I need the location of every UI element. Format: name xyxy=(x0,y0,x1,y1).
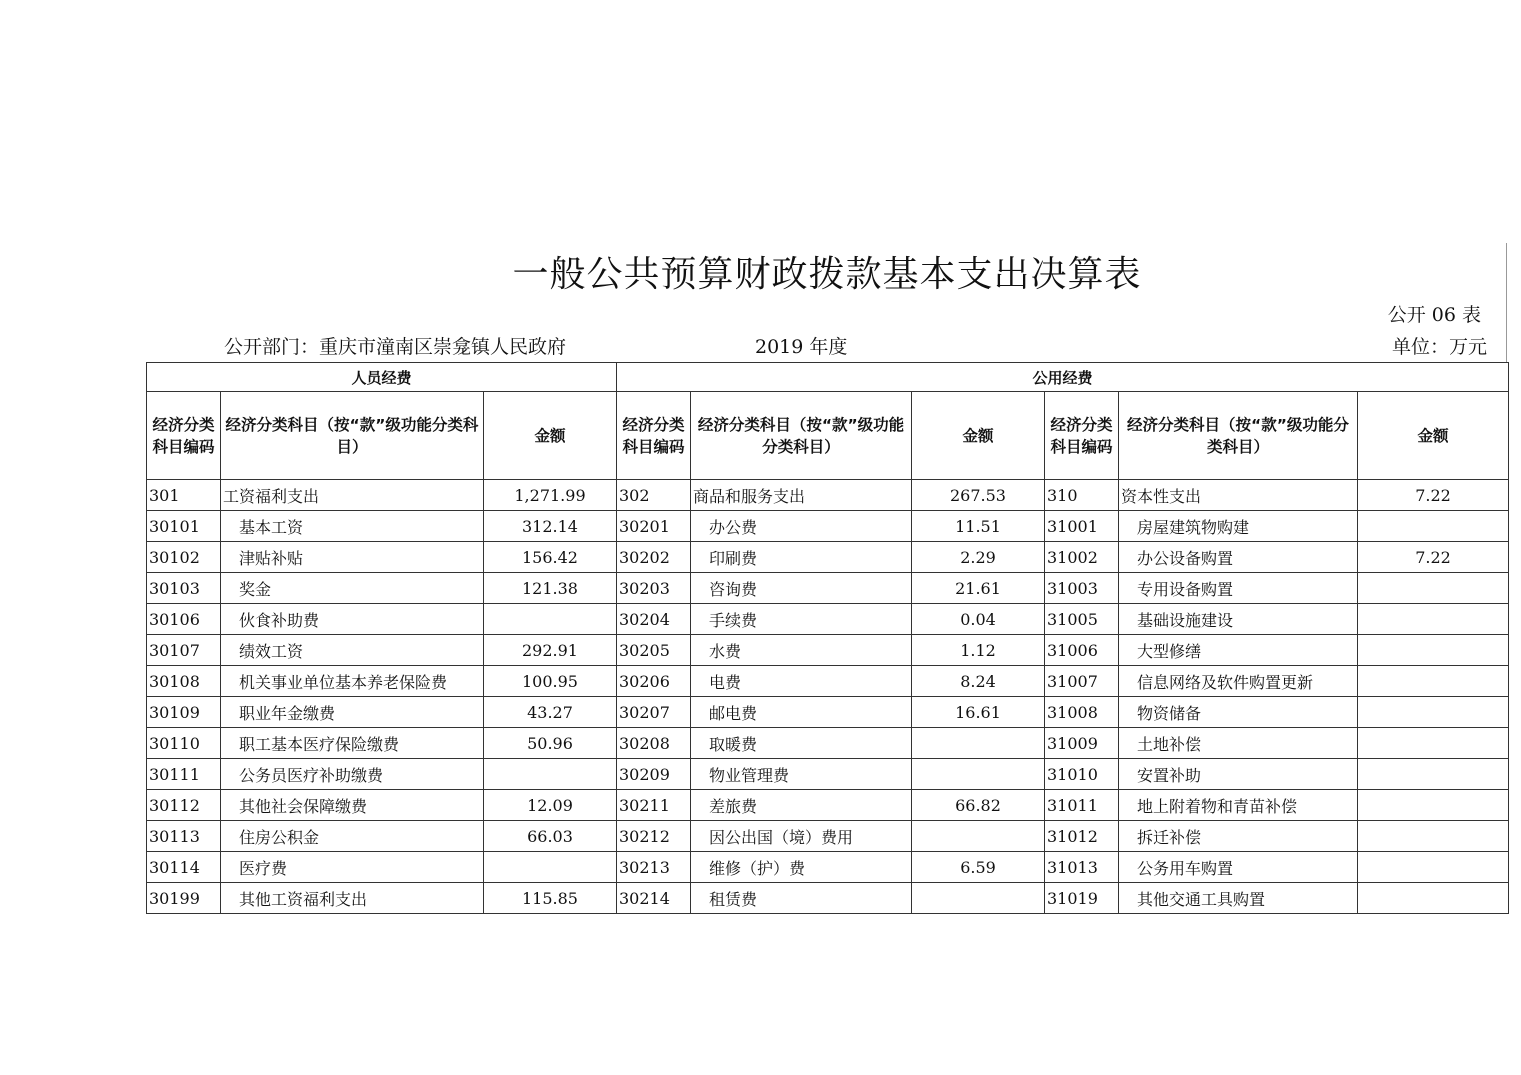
cell-name: 其他社会保障缴费 xyxy=(221,790,484,821)
cell-amount xyxy=(1358,883,1509,914)
expenditure-table xyxy=(146,362,1509,914)
cell-code: 30209 xyxy=(617,759,691,790)
cell-amount: 7.22 xyxy=(1358,542,1509,573)
cell-amount xyxy=(1358,635,1509,666)
cell-name: 地上附着物和青苗补偿 xyxy=(1119,790,1358,821)
cell-name: 水费 xyxy=(691,635,912,666)
column-header-name: 经济分类科目（按“款”级功能分类科目） xyxy=(221,392,484,480)
cell-amount xyxy=(484,604,617,635)
cell-amount: 50.96 xyxy=(484,728,617,759)
cell-name: 物业管理费 xyxy=(691,759,912,790)
cell-name: 安置补助 xyxy=(1119,759,1358,790)
cell-code: 30202 xyxy=(617,542,691,573)
table-row xyxy=(147,542,1509,573)
cell-name: 房屋建筑物购建 xyxy=(1119,511,1358,542)
table-row xyxy=(147,666,1509,697)
cell-name: 其他交通工具购置 xyxy=(1119,883,1358,914)
cell-amount xyxy=(1358,573,1509,604)
group-header-public: 公用经费 xyxy=(617,363,1509,392)
column-header-code: 经济分类科目编码 xyxy=(147,392,221,480)
cell-amount xyxy=(1358,821,1509,852)
group-header-personnel: 人员经费 xyxy=(147,363,617,392)
cell-code: 30107 xyxy=(147,635,221,666)
cell-name: 商品和服务支出 xyxy=(691,480,912,511)
cell-code: 30212 xyxy=(617,821,691,852)
cell-amount: 66.82 xyxy=(912,790,1045,821)
column-header-amount: 金额 xyxy=(912,392,1045,480)
cell-name: 物资储备 xyxy=(1119,697,1358,728)
department-label: 公开部门：重庆市潼南区崇龛镇人民政府 xyxy=(224,336,567,358)
form-number: 公开 06 表 xyxy=(1387,304,1481,326)
cell-code: 30106 xyxy=(147,604,221,635)
cell-code: 30113 xyxy=(147,821,221,852)
table-row xyxy=(147,697,1509,728)
table-row xyxy=(147,604,1509,635)
cell-code: 30213 xyxy=(617,852,691,883)
cell-name: 奖金 xyxy=(221,573,484,604)
cell-code: 30206 xyxy=(617,666,691,697)
cell-code: 31001 xyxy=(1045,511,1119,542)
cell-amount xyxy=(912,883,1045,914)
cell-code: 30109 xyxy=(147,697,221,728)
cell-amount: 156.42 xyxy=(484,542,617,573)
cell-amount: 16.61 xyxy=(912,697,1045,728)
table-row xyxy=(147,821,1509,852)
cell-code: 30208 xyxy=(617,728,691,759)
column-header-amount: 金额 xyxy=(1358,392,1509,480)
cell-code: 31012 xyxy=(1045,821,1119,852)
cell-code: 30103 xyxy=(147,573,221,604)
table-row xyxy=(147,852,1509,883)
column-header-name: 经济分类科目（按“款”级功能分类科目） xyxy=(691,392,912,480)
cell-code: 31010 xyxy=(1045,759,1119,790)
cell-amount: 312.14 xyxy=(484,511,617,542)
column-header-name: 经济分类科目（按“款”级功能分类科目） xyxy=(1119,392,1358,480)
cell-name: 职工基本医疗保险缴费 xyxy=(221,728,484,759)
cell-code: 31019 xyxy=(1045,883,1119,914)
cell-amount xyxy=(912,759,1045,790)
cell-amount: 267.53 xyxy=(912,480,1045,511)
cell-name: 租赁费 xyxy=(691,883,912,914)
cell-amount xyxy=(1358,697,1509,728)
cell-name: 资本性支出 xyxy=(1119,480,1358,511)
cell-amount xyxy=(1358,666,1509,697)
cell-amount xyxy=(1358,728,1509,759)
cell-name: 维修（护）费 xyxy=(691,852,912,883)
cell-amount: 12.09 xyxy=(484,790,617,821)
cell-code: 302 xyxy=(617,480,691,511)
cell-amount: 0.04 xyxy=(912,604,1045,635)
cell-amount: 11.51 xyxy=(912,511,1045,542)
cell-code: 31007 xyxy=(1045,666,1119,697)
cell-name: 伙食补助费 xyxy=(221,604,484,635)
cell-name: 绩效工资 xyxy=(221,635,484,666)
table-row xyxy=(147,759,1509,790)
cell-name: 职业年金缴费 xyxy=(221,697,484,728)
cell-code: 30102 xyxy=(147,542,221,573)
table-row xyxy=(147,790,1509,821)
table-row xyxy=(147,728,1509,759)
cell-name: 办公费 xyxy=(691,511,912,542)
cell-name: 基本工资 xyxy=(221,511,484,542)
cell-name: 拆迁补偿 xyxy=(1119,821,1358,852)
cell-name: 工资福利支出 xyxy=(221,480,484,511)
cell-name: 土地补偿 xyxy=(1119,728,1358,759)
cell-amount xyxy=(484,852,617,883)
cell-code: 30214 xyxy=(617,883,691,914)
cell-amount xyxy=(912,821,1045,852)
cell-code: 301 xyxy=(147,480,221,511)
cell-code: 30205 xyxy=(617,635,691,666)
table-row xyxy=(147,573,1509,604)
cell-amount: 6.59 xyxy=(912,852,1045,883)
cell-name: 因公出国（境）费用 xyxy=(691,821,912,852)
cell-code: 31003 xyxy=(1045,573,1119,604)
cell-name: 电费 xyxy=(691,666,912,697)
column-header-amount: 金额 xyxy=(484,392,617,480)
column-header-code: 经济分类科目编码 xyxy=(1045,392,1119,480)
cell-amount: 8.24 xyxy=(912,666,1045,697)
page-title: 一般公共预算财政拨款基本支出决算表 xyxy=(512,254,1142,295)
cell-name: 印刷费 xyxy=(691,542,912,573)
cell-code: 31009 xyxy=(1045,728,1119,759)
cell-code: 31013 xyxy=(1045,852,1119,883)
cell-code: 30110 xyxy=(147,728,221,759)
cell-code: 31008 xyxy=(1045,697,1119,728)
cell-amount xyxy=(1358,790,1509,821)
cell-amount xyxy=(1358,511,1509,542)
cell-code: 30114 xyxy=(147,852,221,883)
cell-code: 30201 xyxy=(617,511,691,542)
cell-name: 专用设备购置 xyxy=(1119,573,1358,604)
cell-name: 其他工资福利支出 xyxy=(221,883,484,914)
table-row xyxy=(147,883,1509,914)
cell-code: 30112 xyxy=(147,790,221,821)
cell-name: 津贴补贴 xyxy=(221,542,484,573)
cell-code: 30111 xyxy=(147,759,221,790)
cell-code: 30101 xyxy=(147,511,221,542)
cell-name: 取暖费 xyxy=(691,728,912,759)
cell-amount xyxy=(484,759,617,790)
table-row xyxy=(147,635,1509,666)
cell-amount: 21.61 xyxy=(912,573,1045,604)
cell-name: 差旅费 xyxy=(691,790,912,821)
cell-code: 30211 xyxy=(617,790,691,821)
cell-amount: 66.03 xyxy=(484,821,617,852)
cell-amount: 292.91 xyxy=(484,635,617,666)
cell-code: 31006 xyxy=(1045,635,1119,666)
cell-name: 住房公积金 xyxy=(221,821,484,852)
cell-amount: 1.12 xyxy=(912,635,1045,666)
cell-code: 31002 xyxy=(1045,542,1119,573)
cell-name: 信息网络及软件购置更新 xyxy=(1119,666,1358,697)
cell-amount: 121.38 xyxy=(484,573,617,604)
cell-amount xyxy=(1358,604,1509,635)
cell-name: 咨询费 xyxy=(691,573,912,604)
cell-amount: 115.85 xyxy=(484,883,617,914)
cell-code: 31005 xyxy=(1045,604,1119,635)
cell-code: 30203 xyxy=(617,573,691,604)
cell-name: 医疗费 xyxy=(221,852,484,883)
cell-name: 办公设备购置 xyxy=(1119,542,1358,573)
cell-amount xyxy=(1358,852,1509,883)
cell-amount xyxy=(1358,759,1509,790)
fiscal-year: 2019 年度 xyxy=(755,336,848,358)
cell-amount: 1,271.99 xyxy=(484,480,617,511)
cell-code: 30207 xyxy=(617,697,691,728)
cell-amount: 43.27 xyxy=(484,697,617,728)
cell-amount: 7.22 xyxy=(1358,480,1509,511)
cell-name: 邮电费 xyxy=(691,697,912,728)
cell-amount: 2.29 xyxy=(912,542,1045,573)
cell-name: 公务员医疗补助缴费 xyxy=(221,759,484,790)
cell-code: 30199 xyxy=(147,883,221,914)
cell-name: 手续费 xyxy=(691,604,912,635)
cell-code: 310 xyxy=(1045,480,1119,511)
cell-amount: 100.95 xyxy=(484,666,617,697)
cell-name: 机关事业单位基本养老保险费 xyxy=(221,666,484,697)
cell-amount xyxy=(912,728,1045,759)
cell-name: 大型修缮 xyxy=(1119,635,1358,666)
cell-name: 基础设施建设 xyxy=(1119,604,1358,635)
table-row xyxy=(147,511,1509,542)
cell-name: 公务用车购置 xyxy=(1119,852,1358,883)
table-row xyxy=(147,480,1509,511)
cell-code: 30204 xyxy=(617,604,691,635)
unit-label: 单位：万元 xyxy=(1391,336,1487,358)
cell-code: 31011 xyxy=(1045,790,1119,821)
column-header-code: 经济分类科目编码 xyxy=(617,392,691,480)
cell-code: 30108 xyxy=(147,666,221,697)
